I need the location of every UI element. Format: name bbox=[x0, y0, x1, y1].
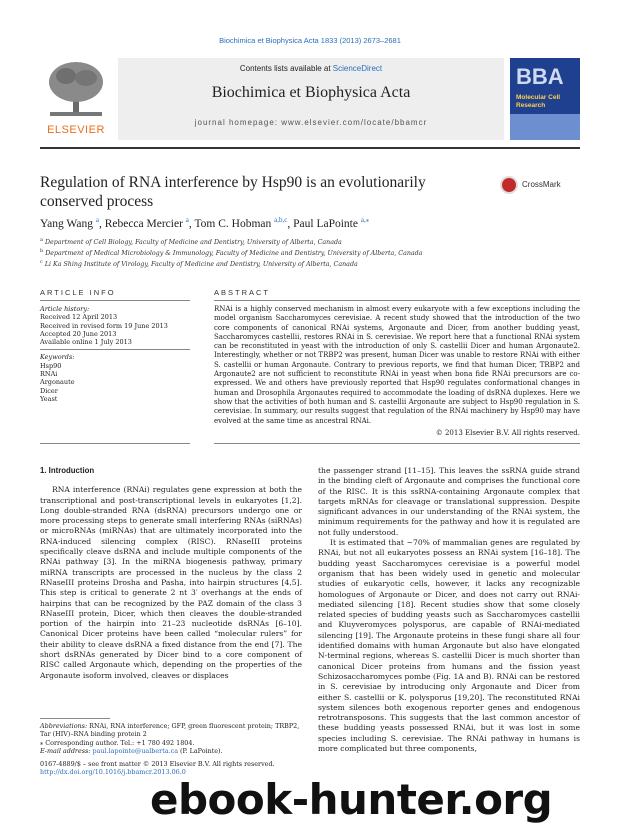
journal-banner bbox=[118, 58, 504, 140]
cover-band bbox=[510, 114, 580, 140]
crossmark-button[interactable] bbox=[500, 176, 580, 196]
author-separator: , bbox=[98, 217, 105, 230]
journal-cover[interactable] bbox=[510, 58, 580, 140]
body-paragraph: the passenger strand [11–15]. This leaves the ssRNA guide strand in the binding cleft of Argonaute and comprises the functional core of the RISC. It is this ssRNA-containing Argonaute complex that targets mRNAs for cleavage or translational suppression. Despite significant advances in our understanding of the RNAi system, the minimum requirements for the pathway and how it is regulated are not fully understood. bbox=[318, 466, 580, 537]
contents-prefix: Contents lists available at bbox=[239, 64, 333, 73]
affiliation-item bbox=[40, 236, 580, 247]
abstract-bottom-rule bbox=[214, 443, 580, 444]
footnote-rule bbox=[40, 718, 110, 719]
cover-subtitle-line2: Research bbox=[516, 102, 546, 109]
history-item: Received in revised form 19 June 2013 bbox=[40, 321, 168, 330]
affiliation-text: Department of Medical Microbiology & Immunology, Faculty of Medicine and Dentistry, University of Alberta, Canada bbox=[45, 250, 423, 258]
cover-title: BBA bbox=[516, 64, 564, 89]
article-title: Regulation of RNA interference by Hsp90 is an evolutionarily conserved process bbox=[40, 174, 426, 210]
email-link[interactable]: paul.lapointe@ualberta.ca bbox=[92, 746, 179, 755]
journal-title: Biochimica et Biophysica Acta bbox=[211, 84, 411, 101]
article-info bbox=[40, 305, 190, 403]
abbreviations-note bbox=[40, 722, 302, 739]
journal-homepage-link[interactable]: journal homepage: www.elsevier.com/locate/bbamcr bbox=[194, 118, 428, 127]
running-head[interactable]: Biochimica et Biophysica Acta 1833 (2013) 2673–2681 bbox=[219, 36, 401, 45]
affiliation-sup: c bbox=[40, 259, 43, 266]
history-item: Accepted 20 June 2013 bbox=[40, 329, 117, 338]
keyword: Yeast bbox=[40, 394, 58, 403]
author-separator: , bbox=[188, 217, 195, 230]
abbreviations-text: RNAi, RNA interference; GFP, green fluorescent protein; TRBP2, Tar (HIV)–RNA binding protein 2 bbox=[40, 722, 300, 739]
elsevier-wordmark: ELSEVIER bbox=[47, 124, 105, 136]
elsevier-logo[interactable] bbox=[40, 58, 112, 140]
author-affiliation-sup[interactable]: a,⁎ bbox=[360, 216, 370, 224]
history-label: Article history: bbox=[40, 305, 90, 313]
affiliation-text: Department of Cell Biology, Faculty of Medicine and Dentistry, University of Alberta, Canada bbox=[45, 239, 342, 247]
section-heading: 1. Introduction bbox=[40, 466, 95, 475]
abstract bbox=[214, 305, 580, 438]
abstract-label: ABSTRACT bbox=[214, 288, 271, 297]
doi-link[interactable]: http://dx.doi.org/10.1016/j.bbamcr.2013.06.0 bbox=[40, 768, 186, 777]
author-name[interactable]: Tom C. Hobman bbox=[194, 217, 272, 230]
abstract-rule bbox=[214, 300, 580, 301]
author-affiliation-sup[interactable]: a bbox=[95, 216, 99, 224]
body-column-left bbox=[40, 466, 302, 681]
issn-line: 0167-4889/$ – see front matter © 2013 Elsevier B.V. All rights reserved. bbox=[40, 760, 275, 768]
info-rule bbox=[40, 300, 190, 301]
body-paragraph: RNA interference (RNAi) regulates gene expression at both the transcriptional and post-transcriptional levels in eukaryotes [1,2]. Long double-stranded RNA (dsRNA) precursors undergo one or more processing steps to generate small interfering RNAs (siRNAs) or microRNAs (miRNAs) that are ultimately incorporated into the RNA-induced silencing complex (RISC). RNaseIII proteins specifically cleave dsRNA and include multiple components of the RNAi pathway [3]. In the miRNA biogenesis pathway, primary miRNA transcripts are processed in the nucleus by the class 2 RNaseIII proteins Drosha and Pasha, into hairpin structures [4,5]. This step is critical to generate 2 nt 3′ overhangs at the ends of hairpins that can be recognized by the PAZ domain of the class 3 RNaseIII protein, Dicer, which then cleaves the double-stranded portion of the hairpin into 21–23 nucleotide dsRNAs [6–10]. Canonical Dicer proteins have been called “molecular rulers” for their ability to cleave dsRNA a fixed distance from the end [7]. The short dsRNAs generated by Dicer bind to a core component of RISC called Argonaute which, depending on the properties of the Argonaute isoform involved, cleaves or displaces bbox=[40, 485, 302, 680]
keyword: Argonaute bbox=[40, 378, 75, 387]
affiliation-text: Li Ka Shing Institute of Virology, Faculty of Medicine and Dentistry, University of Alberta, Canada bbox=[44, 261, 358, 269]
keyword: Dicer bbox=[40, 386, 58, 395]
elsevier-tree-icon bbox=[46, 60, 106, 118]
email-label: E-mail address: bbox=[40, 746, 91, 755]
author-name[interactable]: Rebecca Mercier bbox=[104, 217, 183, 230]
journal-header bbox=[40, 58, 580, 140]
author-list bbox=[40, 216, 580, 230]
body-column-right bbox=[318, 466, 580, 754]
watermark: ebook-hunter.org bbox=[150, 775, 553, 824]
affiliation-sup: a bbox=[40, 237, 43, 243]
cover-subtitle-line1: Molecular Cell bbox=[516, 94, 561, 101]
sciencedirect-link[interactable]: ScienceDirect bbox=[332, 64, 383, 73]
affiliation-sup: b bbox=[40, 248, 44, 255]
author-affiliation-sup[interactable]: a,b,c bbox=[274, 216, 288, 224]
cover-subtitle bbox=[516, 94, 560, 110]
abbreviations-label: Abbreviations: bbox=[40, 722, 88, 730]
body-paragraph: It is estimated that ~70% of mammalian genes are regulated by RNAi, but not all eukaryotes possess an RNAi system [16–18]. The budding yeast Saccharomyces cerevisiae is a powerful model organism that has been widely used in genetic and molecular studies of eukaryotic cells, however, it lacks any recognizable homologues of Argonaute or Dicer, and does not carry out RNAi-mediated silencing [18]. Recent studies show that some closely related species of budding yeasts such as Saccharomyces castellii and Kluyveromyces polysporus, are capable of RNAi-mediated silencing [19]. The Argonaute proteins in these fungi share all four identified domains with human Argonaute but also have elongated N-terminal regions, whereas S. castellii Dicer is much shorter than canonical Dicer proteins from humans and the fission yeast Schizosaccharomyces pombe (Fig. 1A and B). RNAi can be restored in S. cerevisiae by introducing only Argonaute and Dicer from either S. castellii or K. polysporus [19,20]. The reconstituted RNAi system silences both exogenous reporter genes and endogenous retrotransposons. This suggests that the last common ancestor of these budding yeasts possessed RNAi, but it was lost in some species including S. cerevisiae. The RNAi pathway in humans is more complicated but three components, bbox=[318, 538, 580, 754]
history-item: Available online 1 July 2013 bbox=[40, 338, 132, 347]
affiliations bbox=[40, 236, 580, 269]
affiliation-item bbox=[40, 258, 580, 269]
email-note bbox=[40, 747, 302, 755]
crossmark-icon bbox=[500, 176, 518, 194]
abstract-text: RNAi is a highly conserved mechanism in almost every eukaryote with a few exceptions including the model organism Saccharomyces cerevisiae. A recent study showed that the introduction of the two core components of canonical RNAi systems, Argonaute and Dicer, from another budding yeast, Saccharomyces castellii, restores RNAi in S. cerevisiae. We report here that a functional RNAi system can be reconstituted in yeast with the introduction of only S. castellii Dicer and human Argonaute2. Interestingly, whether or not TRBP2 was present, human Dicer was unable to restore RNAi with either S. castellii or human Argonaute. Contrary to previous reports, we find that human Dicer, TRBP2 and Argonaute2 are not sufficient to reconstitute RNAi in yeast when bona fide RNAi precursors are co-expressed. We and others have previously reported that Hsp90 regulates conformational changes in human and Drosophila Argonautes required to accommodate the loading of dsRNA duplexes. Here we show that the activities of both human and S. castellii Argonaute are subject to Hsp90 regulation in S. cerevisiae. In summary, our results suggest that regulation of the RNAi machinery by Hsp90 may have evolved at the same time as ancestral RNAi. bbox=[214, 305, 580, 425]
contents-line bbox=[118, 64, 504, 73]
author-affiliation-sup[interactable]: a bbox=[185, 216, 189, 224]
crossmark-label: CrossMark bbox=[522, 180, 561, 189]
author-name[interactable]: Yang Wang bbox=[40, 217, 93, 230]
history-item: Received 12 April 2013 bbox=[40, 313, 118, 322]
affiliation-item bbox=[40, 247, 580, 258]
article-info-label: ARTICLE INFO bbox=[40, 288, 116, 297]
email-suffix: (P. LaPointe). bbox=[178, 746, 223, 755]
author-name[interactable]: Paul LaPointe bbox=[293, 217, 358, 230]
footnotes bbox=[40, 718, 302, 755]
corresponding-note: ⁎ Corresponding author. Tel.: +1 780 492 1804. bbox=[40, 738, 195, 747]
copyright: © 2013 Elsevier B.V. All rights reserved. bbox=[435, 428, 580, 437]
author-separator: , bbox=[287, 217, 294, 230]
info-divider bbox=[40, 349, 190, 350]
keyword: Hsp90 bbox=[40, 361, 62, 370]
header-rule bbox=[40, 147, 580, 149]
keywords-label: Keywords: bbox=[40, 353, 75, 362]
keyword: RNAi bbox=[40, 370, 58, 379]
info-bottom-rule bbox=[40, 443, 190, 444]
